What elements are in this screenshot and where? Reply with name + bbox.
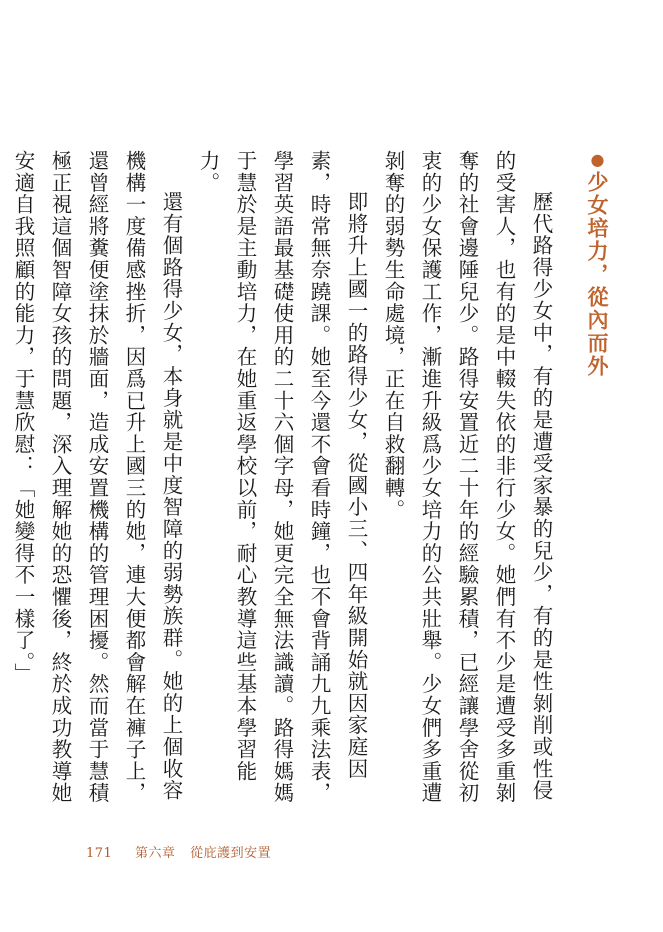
section-heading-title: 少女培力，從內而外 [585,171,609,378]
chapter-label: 第六章 [134,846,176,861]
paragraph-3: 還有個路得少女，本身就是中度智障的弱勢族群。她的上個收容機構一度備感挫折，因爲已升上國三的她，連大便都會解在褲子上，還曾經將糞便塗抹於牆面，造成安置機構的管理困擾。然而當于慧積極正視這個智障女孩的問題，深入理解她的恐懼後，終於成功教導她安適自我照顧的能力，于慧欣慰：「她變得不一樣了。」 [11,150,183,804]
chapter-title: 從庇護到安置 [190,846,272,861]
paragraph-2: 即將升上國一的路得少女，從國小三、四年級開始就因家庭因素，時常無奈蹺課。她至今還不會看時鐘，也不會背誦九九乘法表，學習英語最基礎使用的二十六個字母，她更完全無法識讀。路得媽媽于慧於是主動培力，在她重返學校以前，耐心教導這些基本學習能力。 [196,150,368,804]
page-number: 171 [86,846,113,861]
heading-bullet-icon: ● [588,150,607,171]
page-footer [86,842,271,861]
paragraph-1: 歷代路得少女中，有的是遭受家暴的兒少，有的是性剝削或性侵的受害人，也有的是中輟失依的非行少女。她們有不少是遭受多重剝奪的社會邊陲兒少。路得安置近二十年的經驗累積，已經讓學舍從初衷的少女保護工作，漸進升級爲少女培力的公共壯舉。少女們多重遭剝奪的弱勢生命處境，正在自救翻轉。 [381,150,553,804]
paragraph-4 [0,150,4,806]
section-heading [581,150,613,378]
body-text [0,150,559,806]
